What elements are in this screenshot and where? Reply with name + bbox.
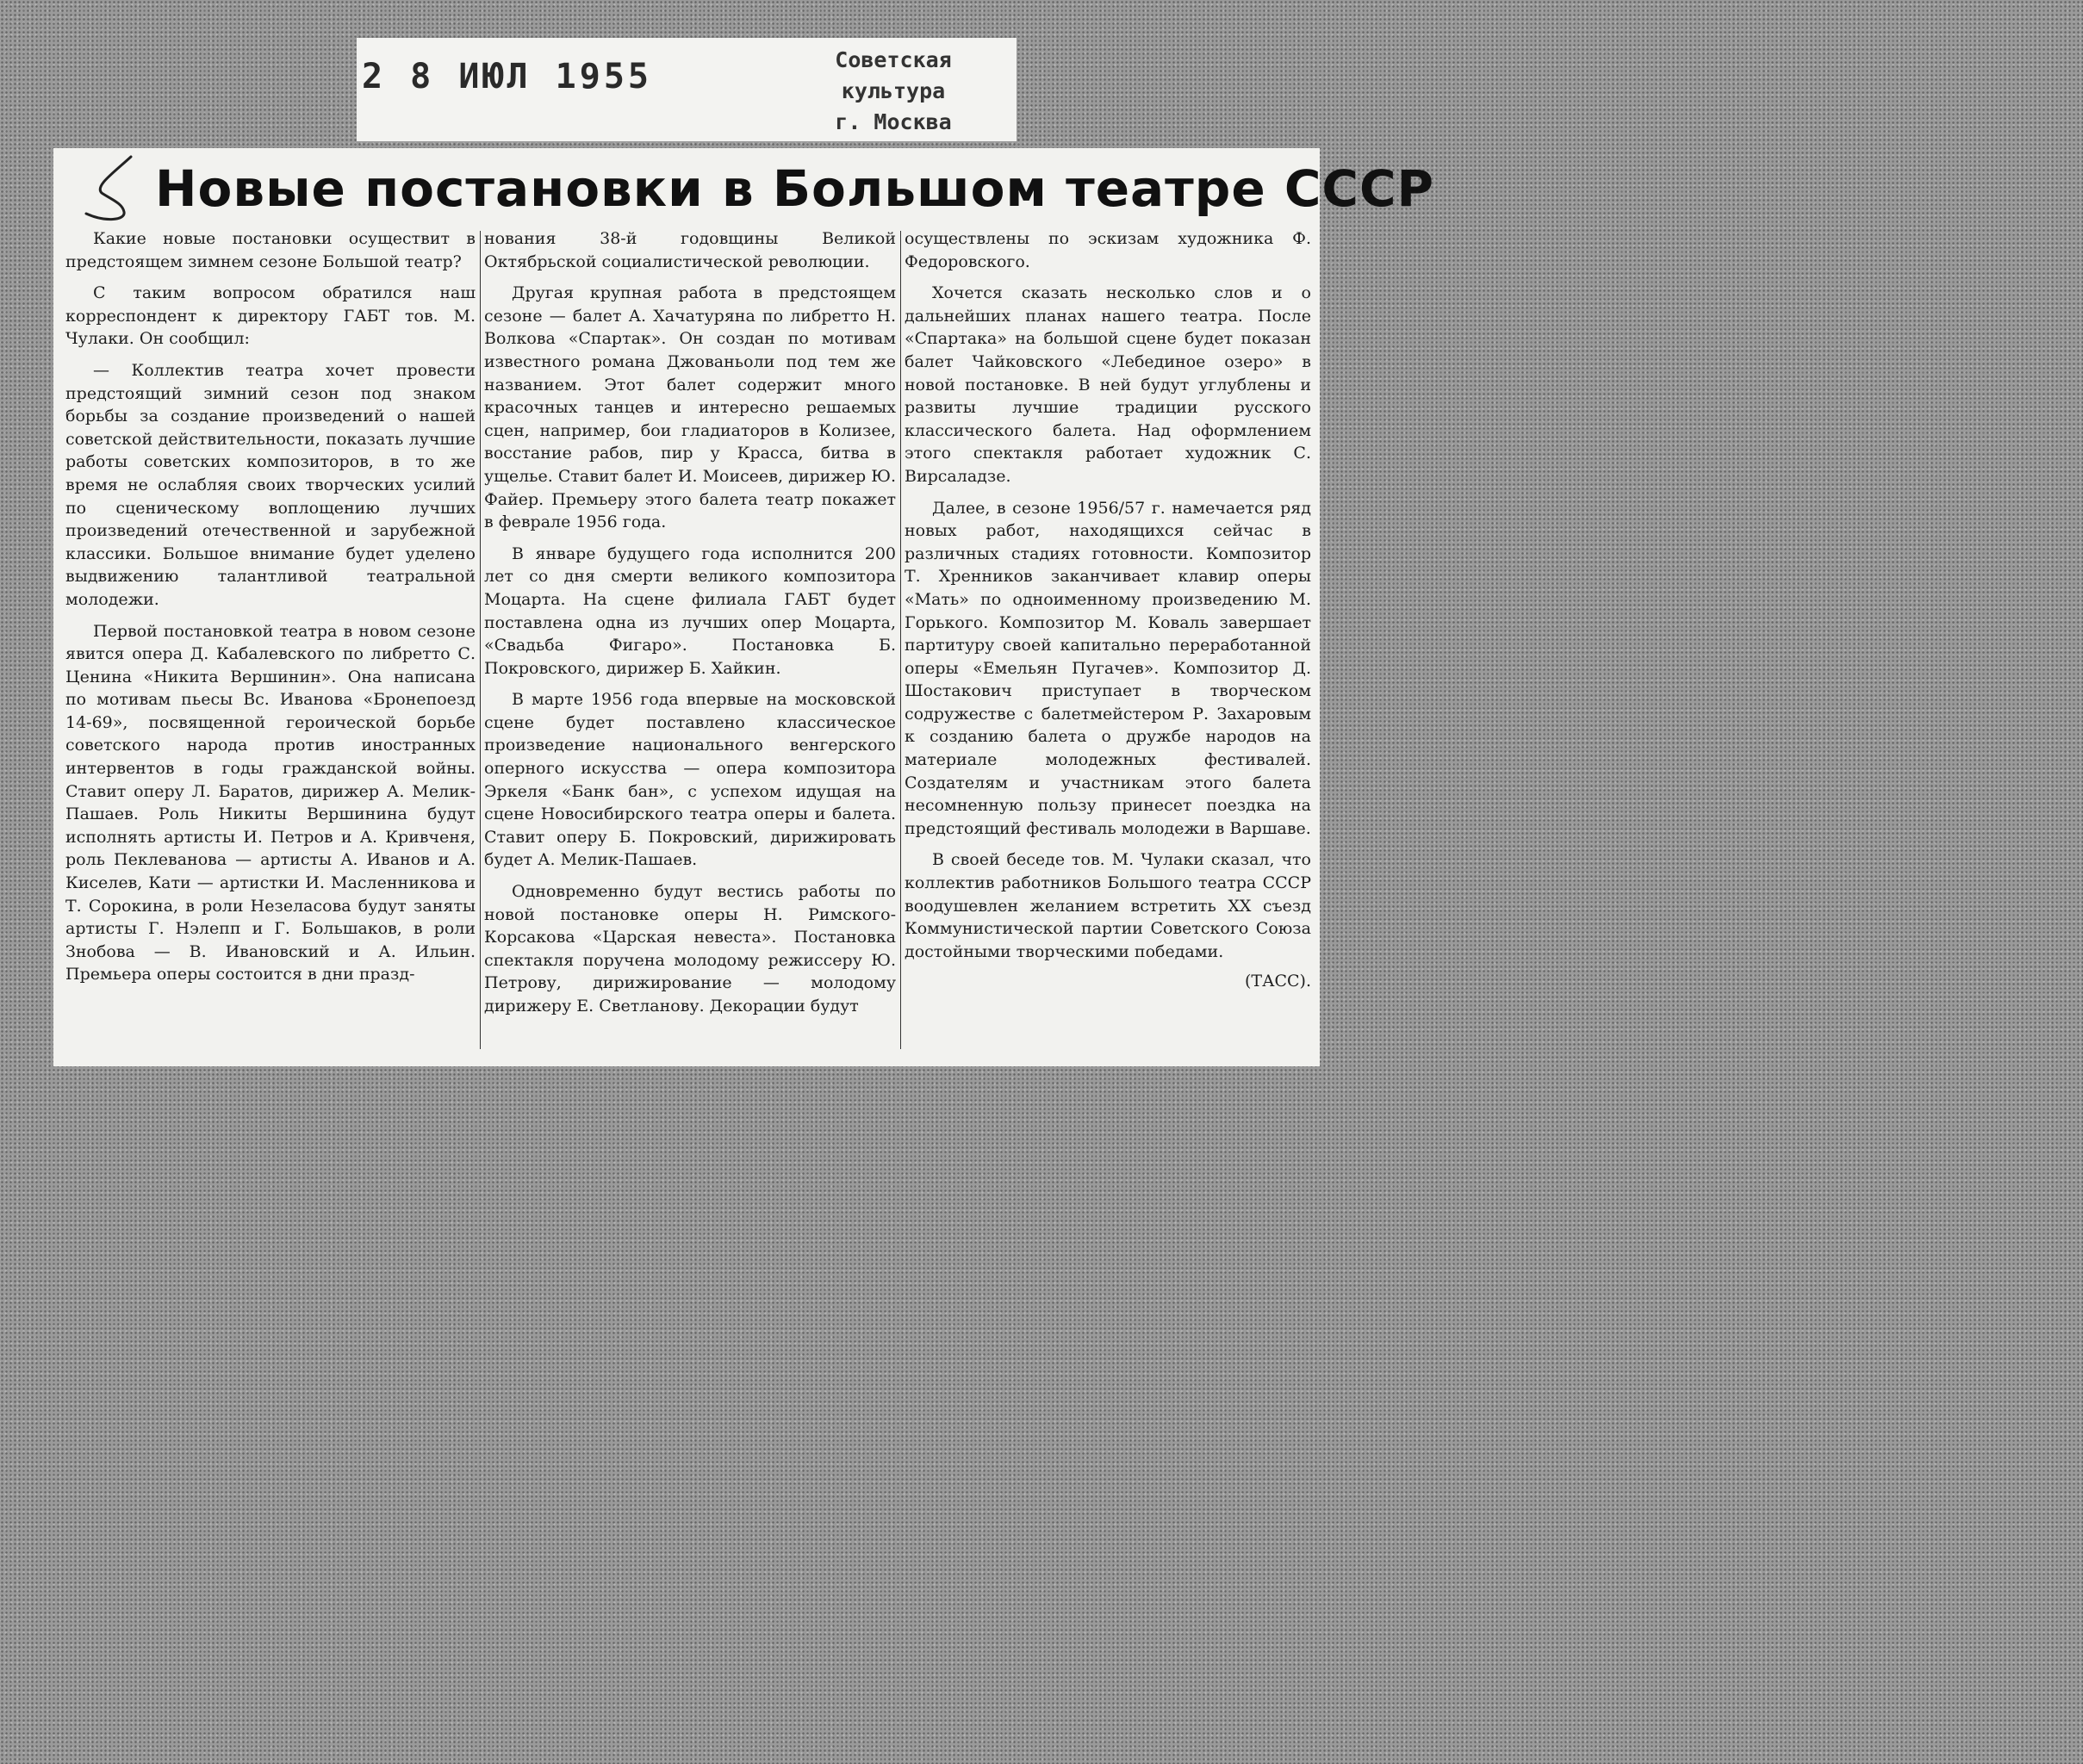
article-column-3 bbox=[905, 227, 1311, 1054]
paragraph: В марте 1956 года впервые на московской сцене будет поставлено классическое произведение национального венгерского оперного искусства — опера композитора Эркеля «Банк бан», с успехом идущая на сцене Новосибирского театра оперы и балета. Ставит оперу Б. Покровский, дирижировать будет А. Мелик-Пашаев. bbox=[484, 690, 896, 870]
stamp-date: 2 8 ИЮЛ 1955 bbox=[362, 57, 652, 96]
stamp-newspaper: Советская культура bbox=[835, 47, 952, 103]
newspaper-clipping bbox=[53, 148, 1435, 1066]
stamp-source bbox=[777, 45, 1010, 138]
paragraph: — Коллектив театра хочет провести предстоящий зимний сезон под знаком борьбы за создание произведений о нашей советской действительности, показать лучшие работы советских композиторов, в то же время не ослабляя своих творческих усилий по сценическому воплощению лучших произведений отечественной и зарубежной классики. Большое внимание будет уделено выдвижению талантливой театральной молодежи. bbox=[65, 360, 476, 609]
article-column-2 bbox=[484, 227, 896, 1054]
paragraph: Одновременно будут вестись работы по новой постановке оперы Н. Римского-Корсакова «Царская невеста». Постановка спектакля поручена молодому режиссеру Ю. Петрову, дирижирование — молодому дирижеру Е. Светланову. Декорации будут bbox=[484, 882, 896, 1016]
paragraph: В январе будущего года исполнится 200 лет со дня смерти великого композитора Моцарта. На сцене филиала ГАБТ будет поставлена одна из лучших опер Моцарта, «Свадьба Фигаро». Постановка Б. Покровского, дирижер Б. Хайкин. bbox=[484, 543, 896, 678]
paragraph: Другая крупная работа в предстоящем сезоне — балет А. Хачатуряна по либретто Н. Волкова «Спартак». Он создан по мотивам известного романа Джованьоли под тем же названием. Этот балет содержит много красочных танцев и интересно решаемых сцен, например, бои гладиаторов в Колизее, восстание рабов, пир у Красса, битва в ущелье. Ставит балет И. Моисеев, дирижер Ю. Файер. Премьеру этого балета театр покажет в феврале 1956 года. bbox=[484, 283, 896, 532]
handwritten-mark-icon bbox=[71, 152, 148, 226]
paragraph: Какие новые постановки осуществит в предстоящем зимнем сезоне Большой театр? bbox=[65, 229, 476, 271]
paragraph: нования 38-й годовщины Великой Октябрьской социалистической революции. bbox=[484, 229, 896, 271]
paragraph: осуществлены по эскизам художника Ф. Федоровского. bbox=[905, 229, 1311, 271]
stamp-city: г. Москва bbox=[835, 109, 952, 134]
column-divider bbox=[900, 231, 901, 1049]
paragraph: Хочется сказать несколько слов и о дальнейших планах нашего театра. После «Спартака» на большой сцене будет показан балет Чайковского «Лебединое озеро» в новой постановке. В ней будут углублены и развиты лучшие традиции русского классического балета. Над оформлением этого спектакля работает художник С. Вирсаладзе. bbox=[905, 283, 1311, 486]
column-divider bbox=[480, 231, 481, 1049]
article-headline: Новые постановки в Большом театре СССР bbox=[155, 159, 1435, 218]
paragraph: С таким вопросом обратился наш корреспондент к директору ГАБТ тов. М. Чулаки. Он сообщил: bbox=[65, 283, 476, 349]
paragraph: Далее, в сезоне 1956/57 г. намечается ряд новых работ, находящихся сейчас в различных стадиях готовности. Композитор Т. Хренников заканчивает клавир оперы «Мать» по одноименному произведению М. Горького. Композитор М. Коваль завершает партитуру своей капитально переработанной оперы «Емельян Пугачев». Композитор Д. Шостакович приступает в творческом содружестве с балетмейстером Р. Захаровым к созданию балета о дружбе народов на материале молодежных фестивалей. Создателям и участникам этого балета несомненную пользу принесет поездка на предстоящий фестиваль молодежи в Варшаве. bbox=[905, 498, 1311, 838]
paragraph: Первой постановкой театра в новом сезоне явится опера Д. Кабалевского по либретто С. Ценина «Никита Вершинин». Она написана по мотивам пьесы Вс. Иванова «Бронепоезд 14-69», посвященной героической борьбе советского народа против иностранных интервентов в годы гражданской войны. Ставит оперу Л. Баратов, дирижер А. Мелик-Пашаев. Роль Никиты Вершинина будут исполнять артисты И. Петров и А. Кривченя, роль Пеклеванова — артисты А. Иванов и А. Киселев, Кати — артистки И. Масленникова и Т. Сорокина, в роли Незеласова будут заняты артисты Г. Нэлепп и Г. Большаков, в роли Знобова — В. Ивановский и А. Ильин. Премьера оперы состоится в дни празд- bbox=[65, 621, 476, 984]
paragraph: В своей беседе тов. М. Чулаки сказал, что коллектив работников Большого театра СССР воодушевлен желанием встретить XX съезд Коммунистической партии Советского Союза достойными творческими победами. bbox=[905, 850, 1311, 961]
news-agency-credit: (ТАСС). bbox=[1244, 972, 1311, 991]
article-column-1 bbox=[65, 227, 476, 1054]
date-stamp bbox=[357, 38, 1017, 141]
